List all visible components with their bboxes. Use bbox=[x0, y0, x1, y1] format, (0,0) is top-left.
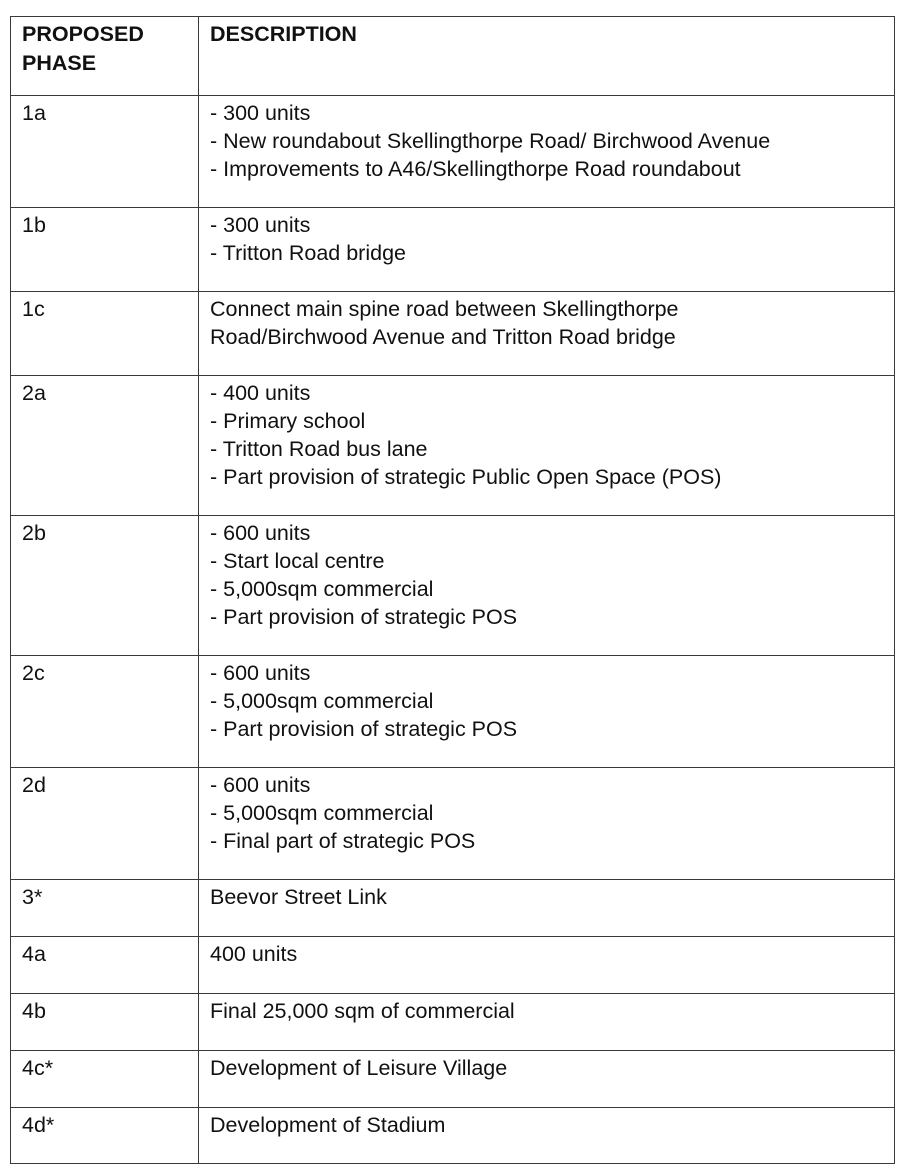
table-row bbox=[11, 1051, 895, 1108]
table-row bbox=[11, 292, 895, 376]
phase-cell bbox=[11, 516, 199, 656]
description-cell bbox=[199, 1051, 895, 1108]
phase-label: 3* bbox=[22, 885, 43, 909]
description-cell bbox=[199, 208, 895, 292]
header-phase-line-2: PHASE bbox=[22, 51, 97, 75]
description-line: - 600 units bbox=[210, 521, 311, 545]
description-line: - 400 units bbox=[210, 381, 311, 405]
table-body bbox=[11, 96, 895, 1164]
description-line: - 300 units bbox=[210, 213, 311, 237]
phase-cell bbox=[11, 656, 199, 768]
description-cell bbox=[199, 937, 895, 994]
description-line: - 300 units bbox=[210, 101, 311, 125]
description-cell bbox=[199, 516, 895, 656]
table-row bbox=[11, 768, 895, 880]
phase-cell bbox=[11, 937, 199, 994]
phase-label: 4c* bbox=[22, 1056, 54, 1080]
phase-label: 2b bbox=[22, 521, 46, 545]
phase-cell bbox=[11, 208, 199, 292]
header-proposed-phase bbox=[11, 17, 199, 96]
phase-cell bbox=[11, 994, 199, 1051]
description-line: Beevor Street Link bbox=[210, 885, 387, 909]
table-row bbox=[11, 994, 895, 1051]
table-row bbox=[11, 516, 895, 656]
phasing-table bbox=[10, 16, 895, 1164]
description-line: - 5,000sqm commercial bbox=[210, 801, 434, 825]
phase-cell bbox=[11, 880, 199, 937]
phase-cell bbox=[11, 96, 199, 208]
table-row bbox=[11, 656, 895, 768]
table-header-row bbox=[11, 17, 895, 96]
phase-label: 2d bbox=[22, 773, 46, 797]
description-line: - Tritton Road bridge bbox=[210, 241, 406, 265]
description-cell bbox=[199, 880, 895, 937]
description-line: - New roundabout Skellingthorpe Road/ Birchwood Avenue bbox=[210, 129, 771, 153]
table-row bbox=[11, 376, 895, 516]
header-description-label: DESCRIPTION bbox=[210, 22, 357, 46]
description-line: Development of Stadium bbox=[210, 1113, 446, 1137]
description-line: - 5,000sqm commercial bbox=[210, 689, 434, 713]
description-line: Road/Birchwood Avenue and Tritton Road bridge bbox=[210, 325, 676, 349]
phase-label: 1b bbox=[22, 213, 46, 237]
description-line: Connect main spine road between Skellingthorpe bbox=[210, 297, 679, 321]
description-line: - 600 units bbox=[210, 773, 311, 797]
phase-cell bbox=[11, 292, 199, 376]
description-line: - Primary school bbox=[210, 409, 366, 433]
description-line: - Part provision of strategic POS bbox=[210, 605, 518, 629]
phase-cell bbox=[11, 768, 199, 880]
table-row bbox=[11, 208, 895, 292]
description-line: 400 units bbox=[210, 942, 298, 966]
description-cell bbox=[199, 768, 895, 880]
description-line: - Start local centre bbox=[210, 549, 385, 573]
description-line: - Improvements to A46/Skellingthorpe Road roundabout bbox=[210, 157, 741, 181]
table-row bbox=[11, 937, 895, 994]
description-cell bbox=[199, 292, 895, 376]
description-line: - 5,000sqm commercial bbox=[210, 577, 434, 601]
description-line: - Final part of strategic POS bbox=[210, 829, 476, 853]
phase-cell bbox=[11, 1108, 199, 1164]
phase-cell bbox=[11, 1051, 199, 1108]
description-cell bbox=[199, 656, 895, 768]
phase-label: 1c bbox=[22, 297, 45, 321]
description-line: Final 25,000 sqm of commercial bbox=[210, 999, 515, 1023]
phase-cell bbox=[11, 376, 199, 516]
phase-label: 2c bbox=[22, 661, 45, 685]
description-cell bbox=[199, 1108, 895, 1164]
table-row bbox=[11, 96, 895, 208]
description-line: Development of Leisure Village bbox=[210, 1056, 508, 1080]
description-cell bbox=[199, 994, 895, 1051]
phase-label: 2a bbox=[22, 381, 46, 405]
table-row bbox=[11, 1108, 895, 1164]
description-line: - Part provision of strategic POS bbox=[210, 717, 518, 741]
header-description bbox=[199, 17, 895, 96]
phase-label: 4d* bbox=[22, 1113, 55, 1137]
description-line: - 600 units bbox=[210, 661, 311, 685]
header-phase-line-1: PROPOSED bbox=[22, 22, 144, 46]
phase-label: 4b bbox=[22, 999, 46, 1023]
description-line: - Tritton Road bus lane bbox=[210, 437, 428, 461]
description-cell bbox=[199, 96, 895, 208]
table-row bbox=[11, 880, 895, 937]
phase-label: 4a bbox=[22, 942, 46, 966]
description-line: - Part provision of strategic Public Open Space (POS) bbox=[210, 465, 722, 489]
phasing-table-container bbox=[10, 16, 894, 1164]
phase-label: 1a bbox=[22, 101, 46, 125]
description-cell bbox=[199, 376, 895, 516]
